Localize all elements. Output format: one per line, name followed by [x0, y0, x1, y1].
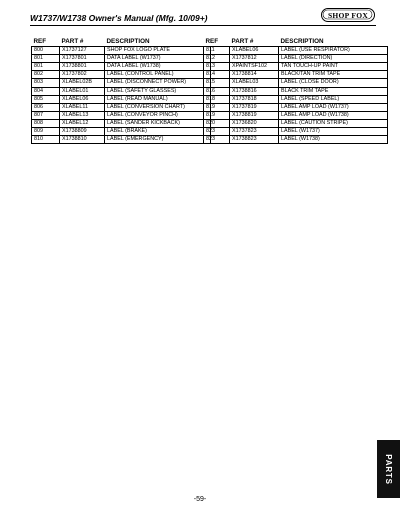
parts-table-right — [203, 38, 388, 144]
part-number-cell: XLABEL01 — [60, 87, 105, 95]
part-number-cell: X1737801 — [60, 55, 105, 63]
table-row — [204, 79, 388, 87]
table-row — [32, 79, 211, 87]
description-cell: BLACK/TAN TRIM TAPE — [279, 71, 388, 79]
description-cell: LABEL (CONTROL PANEL) — [105, 71, 211, 79]
ref-cell: 819 — [204, 111, 230, 119]
table-header-row — [32, 38, 211, 47]
ref-cell: 805 — [32, 95, 60, 103]
ref-cell: 815 — [204, 79, 230, 87]
part-number-cell: XLABEL06 — [230, 47, 279, 55]
table-row — [204, 103, 388, 111]
ref-cell: 818 — [204, 95, 230, 103]
ref-cell: 803 — [32, 79, 60, 87]
part-number-cell: X1738816 — [230, 87, 279, 95]
table-row — [32, 47, 211, 55]
description-cell: LABEL (DIRECTION) — [279, 55, 388, 63]
column-header-part: PART # — [61, 38, 84, 45]
ref-cell: 812 — [204, 55, 230, 63]
ref-cell: 814 — [204, 71, 230, 79]
table-row — [204, 111, 388, 119]
part-number-cell: XLABEL02B — [60, 79, 105, 87]
part-number-cell: XLABEL03 — [230, 79, 279, 87]
page-number: -59- — [193, 496, 207, 503]
table-row — [204, 136, 388, 144]
description-cell: LABEL (W1737) — [279, 128, 388, 136]
shop-fox-logo — [321, 8, 375, 22]
table-header-row — [204, 38, 388, 47]
table-row — [32, 95, 211, 103]
header-rule — [30, 25, 376, 26]
part-number-cell: X1738819 — [230, 111, 279, 119]
table-row — [32, 103, 211, 111]
part-number-cell: X1738810 — [60, 136, 105, 144]
table-row — [32, 87, 211, 95]
part-number-cell: X1737812 — [230, 55, 279, 63]
description-cell: LABEL (BRAKE) — [105, 128, 211, 136]
ref-cell: 800 — [32, 47, 60, 55]
table-row — [204, 63, 388, 71]
part-number-cell: XLABEL13 — [60, 111, 105, 119]
table-row — [32, 128, 211, 136]
part-number-cell: X1737819 — [230, 103, 279, 111]
manual-title: W1737/W1738 Owner's Manual (Mfg. 10/09+) — [30, 13, 208, 23]
ref-cell: 823 — [204, 128, 230, 136]
parts-table-left — [31, 38, 211, 144]
description-cell: TAN TOUCH-UP PAINT — [279, 63, 388, 71]
part-number-cell: XLABEL06 — [60, 95, 105, 103]
table-row — [204, 87, 388, 95]
part-number-cell: X1737823 — [230, 128, 279, 136]
ref-cell: 804 — [32, 87, 60, 95]
ref-cell: 816 — [204, 87, 230, 95]
part-number-cell: X1737127 — [60, 47, 105, 55]
description-cell: BLACK TRIM TAPE — [279, 87, 388, 95]
table-row — [204, 71, 388, 79]
column-header-description: DESCRIPTION — [106, 38, 150, 45]
table-row — [32, 119, 211, 127]
page-header — [30, 8, 375, 32]
table-row — [204, 55, 388, 63]
table-row — [204, 119, 388, 127]
description-cell: SHOP FOX LOGO PLATE — [105, 47, 211, 55]
part-number-cell: X1737802 — [60, 71, 105, 79]
logo-text: SHOP FOX — [327, 10, 369, 20]
description-cell: DATA LABEL (W1737) — [105, 55, 211, 63]
ref-cell: 806 — [32, 103, 60, 111]
description-cell: LABEL (W1738) — [279, 136, 388, 144]
description-cell: LABEL (READ MANUAL) — [105, 95, 211, 103]
column-header-part: PART # — [231, 38, 254, 45]
part-number-cell: X1738823 — [230, 136, 279, 144]
part-number-cell: XLABEL11 — [60, 103, 105, 111]
description-cell: LABEL (DISCONNECT POWER) — [105, 79, 211, 87]
description-cell: LABEL (CAUTION STRIPE) — [279, 119, 388, 127]
part-number-cell: X1738801 — [60, 63, 105, 71]
ref-cell: 802 — [32, 71, 60, 79]
parts-section-tab — [377, 440, 400, 498]
table-row — [204, 128, 388, 136]
description-cell: LABEL (CLOSE DOOR) — [279, 79, 388, 87]
description-cell: LABEL (CONVEYOR PINCH) — [105, 111, 211, 119]
description-cell: LABEL (SANDER KICKBACK) — [105, 119, 211, 127]
ref-cell: 813 — [204, 63, 230, 71]
table-row — [32, 136, 211, 144]
description-cell: LABEL (CONVERSION CHART) — [105, 103, 211, 111]
table-row — [32, 111, 211, 119]
part-number-cell: XLABEL12 — [60, 119, 105, 127]
parts-table-right-body — [204, 47, 388, 144]
ref-cell: 801 — [32, 55, 60, 63]
description-cell: LABEL (EMERGENCY) — [105, 136, 211, 144]
part-number-cell: X1737818 — [230, 95, 279, 103]
table-row — [32, 63, 211, 71]
part-number-cell: X1736820 — [230, 119, 279, 127]
ref-cell: 819 — [204, 103, 230, 111]
table-row — [32, 71, 211, 79]
description-cell: LABEL (USE RESPIRATOR) — [279, 47, 388, 55]
parts-table-left-body — [32, 47, 211, 144]
table-row — [204, 95, 388, 103]
ref-cell: 801 — [32, 63, 60, 71]
description-cell: LABEL AMP LOAD (W1738) — [279, 111, 388, 119]
ref-cell: 811 — [204, 47, 230, 55]
ref-cell: 823 — [204, 136, 230, 144]
ref-cell: 807 — [32, 111, 60, 119]
column-header-ref: REF — [205, 38, 219, 45]
column-header-ref: REF — [33, 38, 47, 45]
description-cell: LABEL (SPEED LABEL) — [279, 95, 388, 103]
part-number-cell: X1738814 — [230, 71, 279, 79]
part-number-cell: X1738809 — [60, 128, 105, 136]
description-cell: DATA LABEL (W1738) — [105, 63, 211, 71]
part-number-cell: XPAINTSF102 — [230, 63, 279, 71]
parts-section-tab-label: PARTS — [384, 453, 393, 485]
table-row — [32, 55, 211, 63]
ref-cell: 820 — [204, 119, 230, 127]
ref-cell: 808 — [32, 119, 60, 127]
description-cell: LABEL AMP LOAD (W1737) — [279, 103, 388, 111]
description-cell: LABEL (SAFETY GLASSES) — [105, 87, 211, 95]
ref-cell: 809 — [32, 128, 60, 136]
column-header-description: DESCRIPTION — [280, 38, 324, 45]
ref-cell: 810 — [32, 136, 60, 144]
table-row — [204, 47, 388, 55]
